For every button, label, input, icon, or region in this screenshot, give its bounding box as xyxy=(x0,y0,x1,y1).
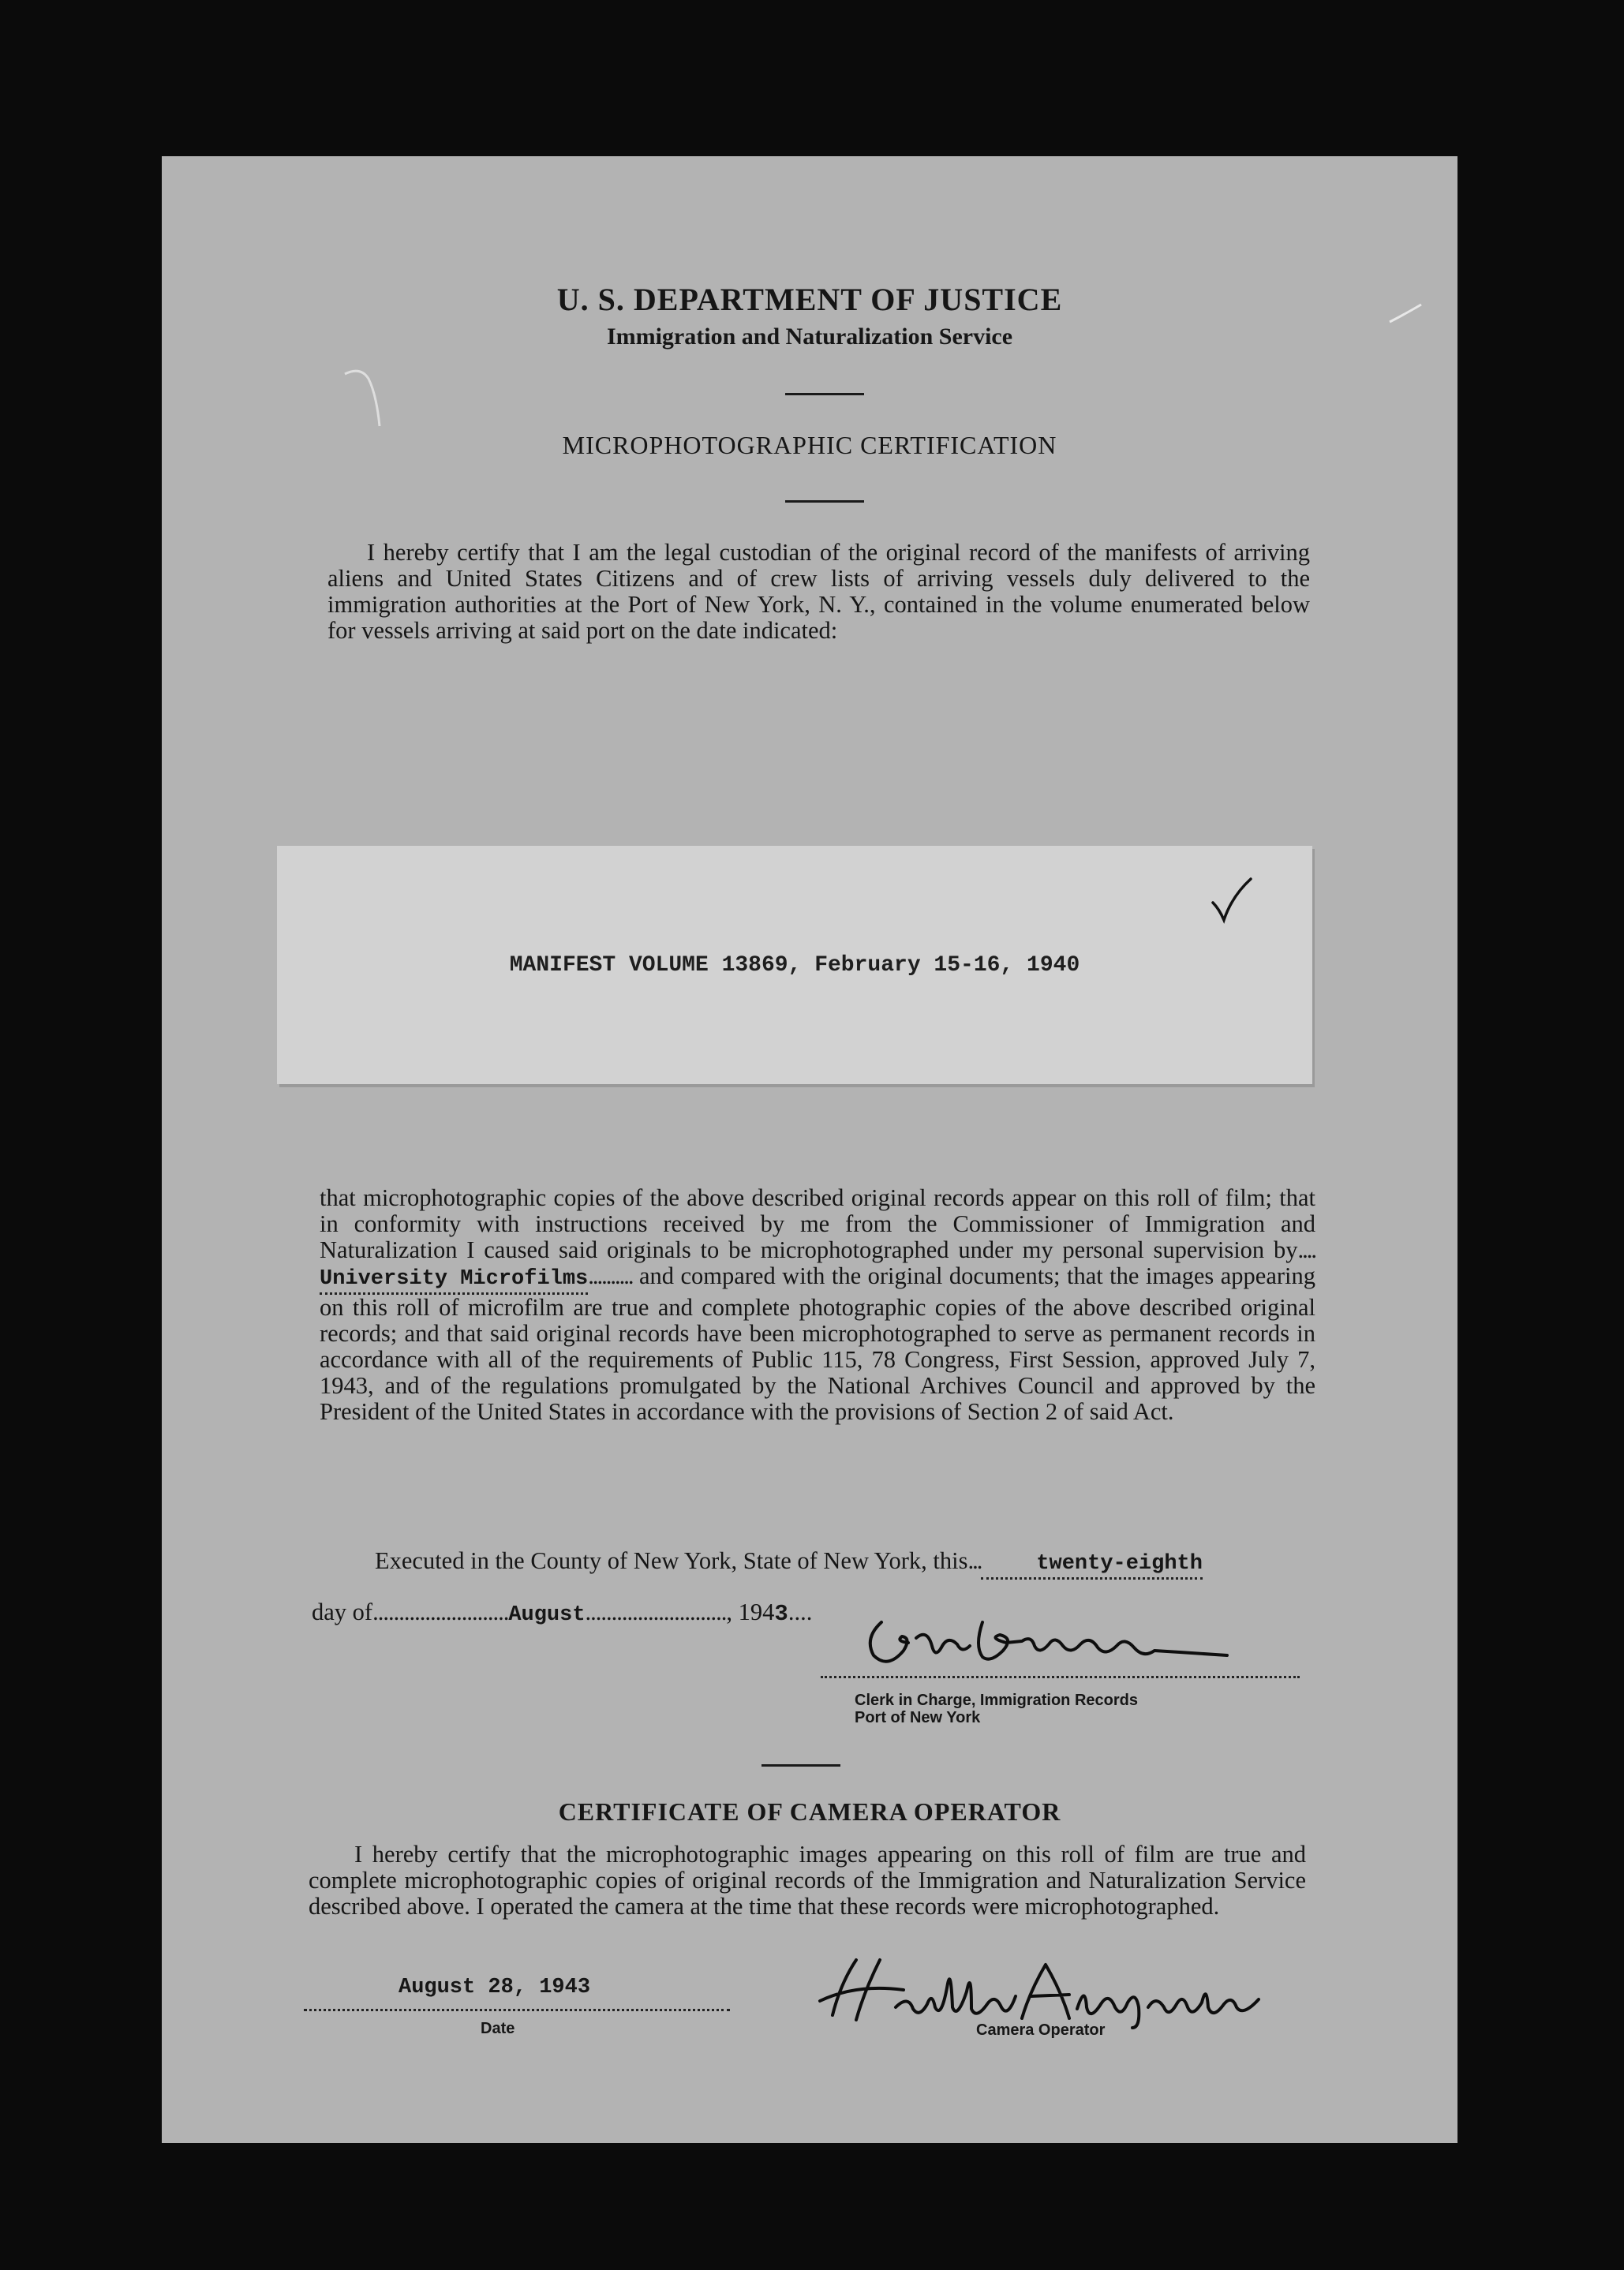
divider xyxy=(785,500,864,503)
certificate-page xyxy=(162,156,1457,2143)
checkmark-icon xyxy=(1208,874,1255,929)
date-line xyxy=(304,2009,730,2011)
execution-date-line: day of..........................August..........................., 1943.... xyxy=(312,1599,813,1627)
camera-certificate-title: CERTIFICATE OF CAMERA OPERATOR xyxy=(558,1797,1061,1826)
manifest-slip xyxy=(277,846,1312,1084)
year-prefix: , 194 xyxy=(726,1599,775,1625)
divider xyxy=(785,393,864,395)
year-digit-field: 3 xyxy=(774,1601,788,1627)
intro-paragraph: I hereby certify that I am the legal custodian of the original record of the manifests of arriving aliens and United States Citizens and of crew lists of arriving vessels duly delivered to the immigration authorities at the Port of New York, N. Y., contained in the volume enumerated below for vessels arriving at said port on the date indicated: xyxy=(327,539,1310,644)
date-label: Date xyxy=(481,2020,515,2037)
clerk-title-line1: Clerk in Charge, Immigration Records xyxy=(855,1692,1138,1709)
certificate-date-field: August 28, 1943 xyxy=(399,1976,591,1999)
operator-signature xyxy=(809,1952,1282,2031)
certification-title: MICROPHOTOGRAPHIC CERTIFICATION xyxy=(562,431,1057,459)
body-text-part2: and compared with the original documents; that the images appearing on this roll of microfilm are true and complete photographic copies of the above described original records; and that said original records have been microphotographed to serve as permanent records in accordance with all of the requirements of Public 115, 78 Congress, First Session, approved July 7, 1943, and of the regulations promulgated by the National Archives Council and approved by the President of the United States in accordance with the provisions of Section 2 of said Act. xyxy=(320,1262,1315,1425)
clerk-title xyxy=(855,1692,1138,1726)
divider xyxy=(761,1764,840,1767)
operator-label: Camera Operator xyxy=(976,2021,1106,2039)
certification-body: that microphotographic copies of the above described original records appear on this roll of film; that in conformity with instructions received by me from the Commissioner of Immigration and Naturalization I caused said originals to be microphotographed under my personal supervision by....University Microfilms.......... and compared with the original documents; that the images appearing on this roll of microfilm are true and complete photographic copies of the above described original records; and that said original records have been microphotographed to serve as permanent records in accordance with all of the requirements of Public 115, 78 Congress, First Session, approved July 7, 1943, and of the regulations promulgated by the National Archives Council and approved by the President of the United States in accordance with the provisions of Section 2 of said Act. xyxy=(320,1184,1315,1425)
clerk-signature xyxy=(856,1606,1298,1677)
manifest-label: MANIFEST VOLUME 13869, February 15-16, 1940 xyxy=(509,953,1080,978)
service-subtitle: Immigration and Naturalization Service xyxy=(606,323,1013,350)
execution-text: Executed in the County of New York, State of New York, this xyxy=(375,1547,968,1574)
day-of-label: day of xyxy=(312,1599,373,1625)
stray-mark xyxy=(1386,301,1426,325)
clerk-title-line2: Port of New York xyxy=(855,1709,981,1726)
body-text-part1: that microphotographic copies of the above described original records appear on this roll of film; that in conformity with instructions received by me from the Commissioner of Immigration and Naturalization I caused said originals to be microphotographed under my personal supervision by xyxy=(320,1184,1315,1263)
stray-mark xyxy=(337,363,384,434)
execution-month-field: August xyxy=(508,1603,586,1627)
microfilmer-field: University Microfilms xyxy=(320,1266,588,1295)
execution-statement: Executed in the County of New York, State of New York, this... twenty-eighth xyxy=(320,1548,1315,1580)
execution-day-field: twenty-eighth xyxy=(981,1551,1203,1580)
clerk-signature-line xyxy=(821,1676,1300,1678)
department-title: U. S. DEPARTMENT OF JUSTICE xyxy=(556,282,1063,317)
camera-certificate-paragraph: I hereby certify that the microphotographic images appearing on this roll of film are true and complete microphotographic copies of original records of the Immigration and Naturalization Service described above. I operated the camera at the time that these records were microphotographed. xyxy=(309,1841,1306,1920)
